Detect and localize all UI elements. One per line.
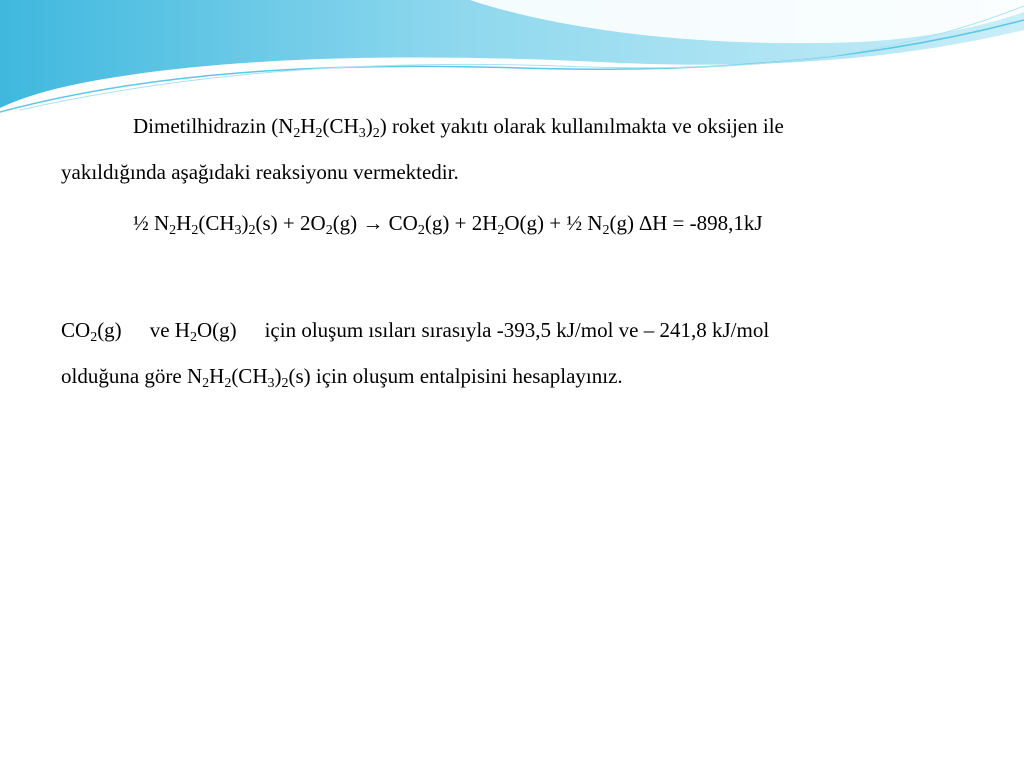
reaction-equation: ½ $N_2H_2(CH_3)_2(s) + 2O_2(g) \to CO_2(g) + 2H_2O(g)$ + ½ $N_2(g) \Delta H = -898,1kJ$	[133, 211, 763, 238]
question-line-1: $CO_2(g)$ ve $H_2O(g)$ için oluşum ısıları sırasıyla -393,5 kJ/mol ve – 241,8 kJ/mol	[61, 318, 770, 345]
intro-line-2: yakıldığında aşağıdaki reaksiyonu vermektedir.	[61, 160, 459, 184]
question-line-2: olduğuna göre $N_2H_2(CH_3)_2(s)$ için oluşum entalpisini hesaplayınız.	[61, 364, 623, 391]
intro-line-1: Dimetilhidrazin $(N_2H_2(CH_3)_2)$ roket yakıtı olarak kullanılmakta ve oksijen ile	[133, 114, 784, 141]
